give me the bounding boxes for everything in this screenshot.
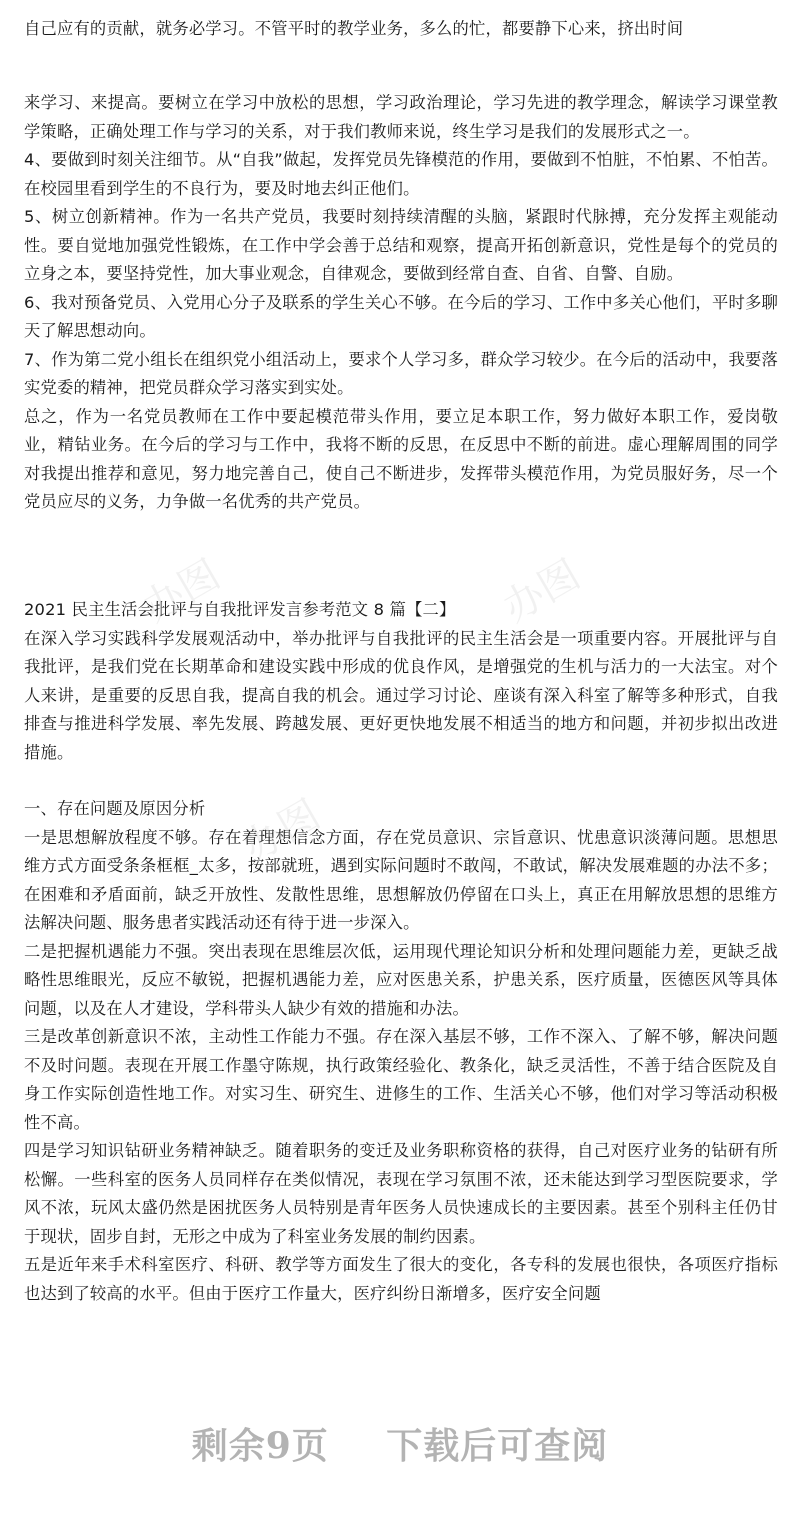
section-title: 2021 民主生活会批评与自我批评发言参考范文 8 篇【二】 — [24, 600, 456, 619]
heading: 一、存在问题及原因分析 — [24, 799, 206, 818]
paragraph: 五是近年来手术科室医疗、科研、教学等方面发生了很大的变化，各专科的发展也很快，各项医疗指标也达到了较高的水平。但由于医疗工作量大，医疗纠纷日渐增多，医疗安全问题 — [24, 1255, 778, 1303]
paragraph: 四是学习知识钻研业务精神缺乏。随着职务的变迁及业务职称资格的获得，自己对医疗业务的钻研有所松懈。一些科室的医务人员同样存在类似情况，表现在学习氛围不浓，还未能达到学习型医院要求，学风不浓，玩风太盛仍然是困扰医务人员特别是青年医务人员快速成长的主要因素。甚至个别科主任仍甘于现状，固步自封，无形之中成为了科室业务发展的制约因素。 — [24, 1141, 778, 1246]
remaining-pages-label: 剩余9页 — [191, 1425, 329, 1467]
paragraph: 在深入学习实践科学发展观活动中，举办批评与自我批评的民主生活会是一项重要内容。开展批评与自我批评，是我们党在长期革命和建设实践中形成的优良作风，是增强党的生机与活力的一大法宝。对个人来讲，是重要的反思自我，提高自我的机会。通过学习讨论、座谈有深入科室了解等多种形式，自我排查与推进科学发展、率先发展、跨越发展、更好更快地发展不相适当的地方和问题，并初步拟出改进措施。 — [24, 628, 778, 762]
paragraph: 自己应有的贡献，就务必学习。不管平时的教学业务，多么的忙，都要静下心来，挤出时间 — [24, 18, 684, 38]
paragraph: 6、我对预备党员、入党用心分子及联系的学生关心不够。在今后的学习、工作中多关心他们，平时多聊天了解思想动向。 — [24, 292, 778, 340]
download-footer[interactable] — [0, 1418, 800, 1478]
paragraph: 5、树立创新精神。作为一名共产党员，我要时刻持续清醒的头脑，紧跟时代脉搏，充分发挥主观能动性。要自觉地加强党性锻炼，在工作中学会善于总结和观察，提高开拓创新意识，党性是每个的党员的立身之本，要坚持党性，加大事业观念，自律观念，要做到经常自查、自省、自警、自励。 — [24, 207, 778, 283]
watermark: 办图 — [495, 551, 588, 632]
section-three — [24, 795, 778, 1308]
watermark: 办图 — [135, 551, 228, 632]
paragraph: 三是改革创新意识不浓，主动性工作能力不强。存在深入基层不够，工作不深入、了解不够，解决问题不及时问题。表现在开展工作墨守陈规，执行政策经验化、教条化，缺乏灵活性，不善于结合医院及自身工作实际创造性地工作。对实习生、研究生、进修生的工作、生活关心不够，他们对学习等活动积极性不高。 — [24, 1027, 778, 1132]
section-two — [24, 596, 778, 767]
section-one — [24, 89, 778, 517]
paragraph: 总之，作为一名党员教师在工作中要起模范带头作用，要立足本职工作，努力做好本职工作，爱岗敬业，精钻业务。在今后的学习与工作中，我将不断的反思，在反思中不断的前进。虚心理解周围的同学对我提出推荐和意见，努力地完善自己，使自己不断进步，发挥带头模范作用，为党员服好务，尽一个党员应尽的义务，力争做一名优秀的共产党员。 — [24, 406, 778, 511]
top-cut-text — [24, 0, 778, 42]
paragraph: 4、要做到时刻关注细节。从“自我”做起，发挥党员先锋模范的作用，要做到不怕脏，不怕累、不怕苦。在校园里看到学生的不良行为，要及时地去纠正他们。 — [24, 150, 778, 198]
download-to-view-label[interactable]: 下载后可查阅 — [386, 1425, 609, 1467]
paragraph: 7、作为第二党小组长在组织党小组活动上，要求个人学习多，群众学习较少。在今后的活动中，我要落实党委的精神，把党员群众学习落实到实处。 — [24, 349, 778, 397]
watermark: 办图 — [235, 791, 328, 872]
paragraph: 二是把握机遇能力不强。突出表现在思维层次低，运用现代理论知识分析和处理问题能力差，更缺乏战略性思维眼光，反应不敏锐，把握机遇能力差，应对医患关系，护患关系，医疗质量，医德医风等具体问题，以及在人才建设，学科带头人缺少有效的措施和办法。 — [24, 941, 778, 1018]
paragraph: 来学习、来提高。要树立在学习中放松的思想，学习政治理论，学习先进的教学理念，解读学习课堂教学策略，正确处理工作与学习的关系，对于我们教师来说，终生学习是我们的发展形式之一。 — [24, 93, 778, 141]
paragraph: 一是思想解放程度不够。存在着理想信念方面，存在党员意识、宗旨意识、忧患意识淡薄问题。思想思维方式方面受条条框框_太多，按部就班，遇到实际问题时不敢闯，不敢试，解决发展难题的办法不多；在困难和矛盾面前，缺乏开放性、发散性思维，思想解放仍停留在口头上，真正在用解放思想的思维方法解决问题、服务患者实践活动还有待于进一步深入。 — [24, 827, 778, 932]
